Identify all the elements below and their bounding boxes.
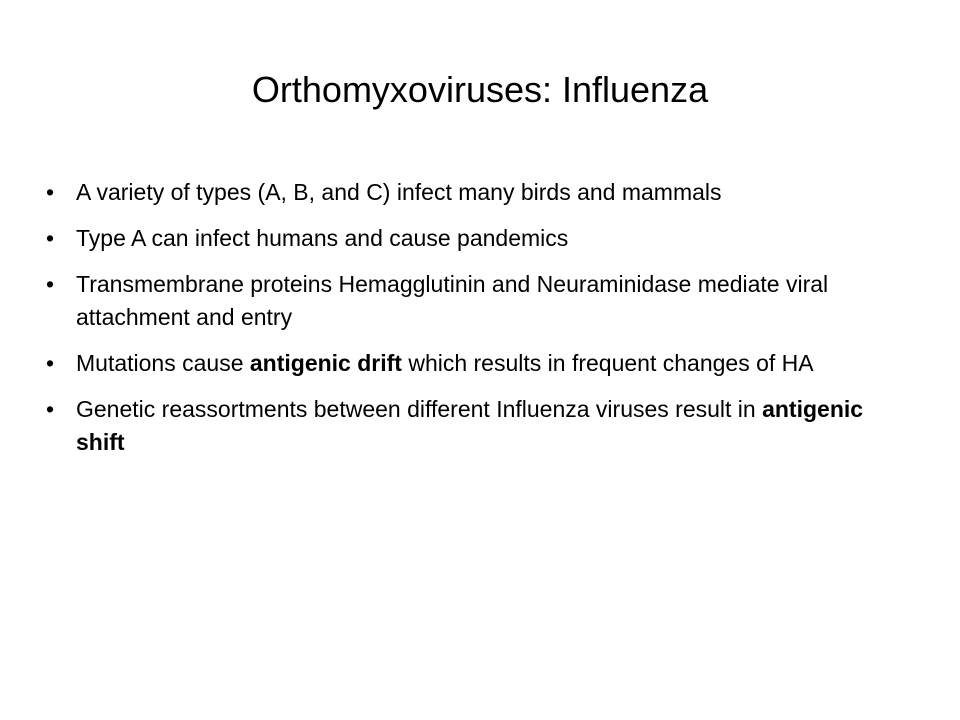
bullet-text-segment: Type A can infect humans and cause pandemics (76, 225, 569, 251)
bullet-text (76, 271, 828, 330)
slide-title: Orthomyxoviruses: Influenza (251, 69, 709, 110)
bullet-item (46, 393, 896, 459)
bullet-text (76, 225, 568, 251)
bullet-list (46, 176, 896, 472)
bullet-text (76, 396, 863, 455)
bullet-icon: • (46, 396, 55, 422)
bullet-text-segment: Mutations cause (76, 350, 250, 376)
bullet-text-segment: Genetic reassortments between different Influenza viruses result in (76, 396, 763, 422)
bullet-emphasis-term: antigenic shift (76, 396, 864, 455)
bullet-emphasis-term: antigenic drift (249, 350, 402, 376)
bullet-item (46, 347, 896, 380)
bullet-icon: • (46, 225, 55, 251)
bullet-text (76, 179, 722, 205)
bullet-text-segment: A variety of types (A, B, and C) infect many birds and mammals (76, 179, 722, 205)
bullet-text-segment: Transmembrane proteins Hemagglutinin and Neuraminidase mediate viral attachment and entry (76, 271, 829, 330)
bullet-text-segment: which results in frequent changes of HA (401, 350, 814, 376)
bullet-icon: • (46, 179, 55, 205)
bullet-item (46, 268, 896, 334)
bullet-text (76, 350, 814, 376)
bullet-item (46, 222, 896, 255)
bullet-icon: • (46, 350, 55, 376)
bullet-icon: • (46, 271, 55, 297)
bullet-item (46, 176, 896, 209)
